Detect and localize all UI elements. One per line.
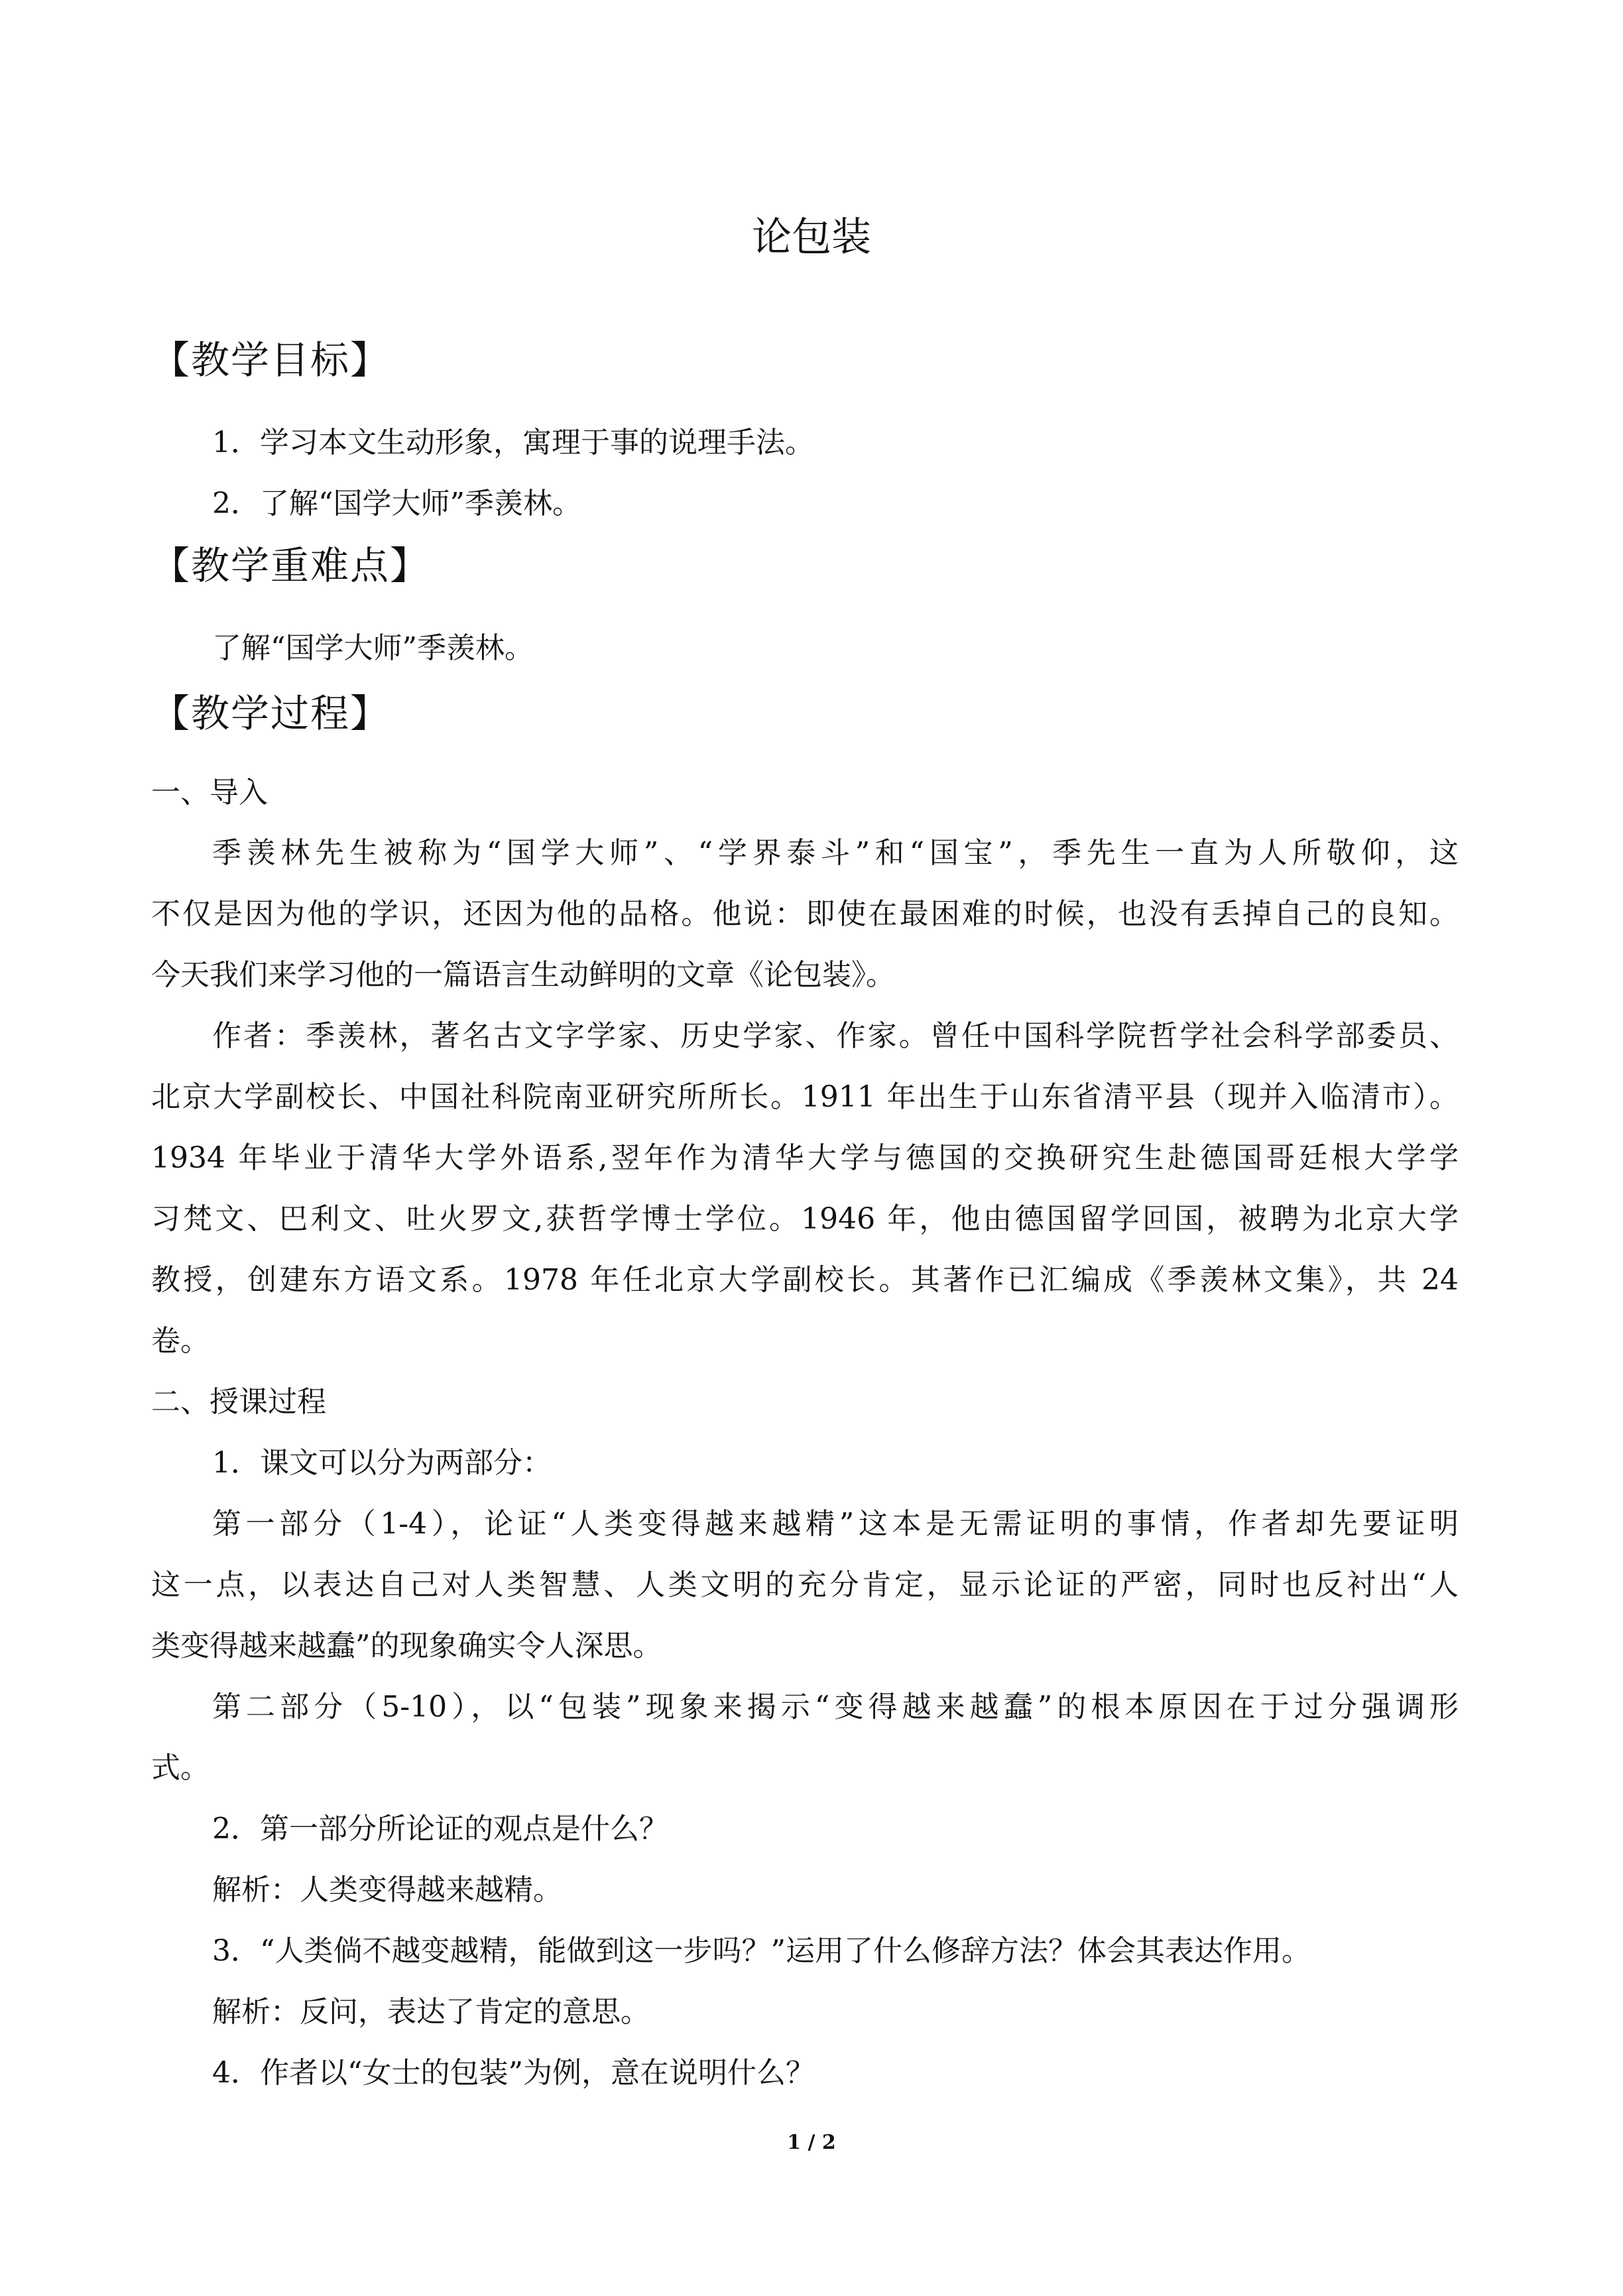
- question-1: 1．课文可以分为两部分：: [212, 1446, 552, 1480]
- question-3: 3．“人类倘不越变越精，能做到这一步吗？”运用了什么修辞方法？体会其表达作用。: [212, 1934, 1311, 1968]
- author-line-5: 教授，创建东方语文系。1978 年任北京大学副校长。其著作已汇编成《季羡林文集》，共 24: [151, 1263, 1459, 1297]
- part1-title: 一、导入: [151, 776, 268, 810]
- process-heading: 【教学过程】: [151, 691, 391, 736]
- intro-line-2: 不仅是因为他的学识，还因为他的品格。他说：即使在最困难的时候，也没有丢掉自己的良知。: [151, 897, 1459, 931]
- q1-part1-line-3: 类变得越来越蠢”的现象确实令人深思。: [151, 1629, 662, 1663]
- q1-part1-line-2: 这一点，以表达自己对人类智慧、人类文明的充分肯定，显示论证的严密，同时也反衬出“人: [151, 1568, 1459, 1602]
- intro-line-1: 季羡林先生被称为“国学大师”、“学界泰斗”和“国宝”，季先生一直为人所敬仰，这: [212, 836, 1459, 870]
- page-title: 论包装: [752, 214, 871, 261]
- objectives-heading: 【教学目标】: [151, 337, 391, 383]
- author-line-2: 北京大学副校长、中国社科院南亚研究所所长。1911 年出生于山东省清平县（现并入临清市）。: [151, 1080, 1459, 1114]
- key-points-text: 了解“国学大师”季羡林。: [212, 631, 534, 665]
- key-points-heading: 【教学重难点】: [151, 543, 430, 588]
- page-number: 1 / 2: [787, 2131, 836, 2154]
- answer-3: 解析：反问，表达了肯定的意思。: [212, 1995, 650, 2029]
- part2-title: 二、授课过程: [151, 1385, 326, 1419]
- question-4: 4．作者以“女士的包装”为例，意在说明什么？: [212, 2056, 815, 2090]
- q1-part2-line-2: 式。: [151, 1751, 210, 1785]
- author-line-4: 习梵文、巴利文、吐火罗文,获哲学博士学位。1946 年，他由德国留学回国，被聘为北京大学: [151, 1202, 1459, 1236]
- author-line-6: 卷。: [151, 1324, 210, 1358]
- author-line-3: 1934 年毕业于清华大学外语系,翌年作为清华大学与德国的交换研究生赴德国哥廷根大学学: [151, 1141, 1459, 1175]
- q1-part1-line-1: 第一部分（1-4），论证“人类变得越来越精”这本是无需证明的事情，作者却先要证明: [212, 1507, 1459, 1541]
- author-line-1: 作者：季羡林，著名古文字学家、历史学家、作家。曾任中国科学院哲学社会科学部委员、: [212, 1019, 1459, 1053]
- objective-item-2: 2．了解“国学大师”季羡林。: [212, 487, 581, 520]
- answer-2: 解析：人类变得越来越精。: [212, 1873, 562, 1907]
- question-2: 2．第一部分所论证的观点是什么？: [212, 1812, 668, 1846]
- objective-item-1: 1．学习本文生动形象，寓理于事的说理手法。: [212, 426, 814, 459]
- q1-part2-line-1: 第二部分（5-10），以“包装”现象来揭示“变得越来越蠢”的根本原因在于过分强调形: [212, 1690, 1459, 1724]
- intro-line-3: 今天我们来学习他的一篇语言生动鲜明的文章《论包装》。: [151, 958, 895, 992]
